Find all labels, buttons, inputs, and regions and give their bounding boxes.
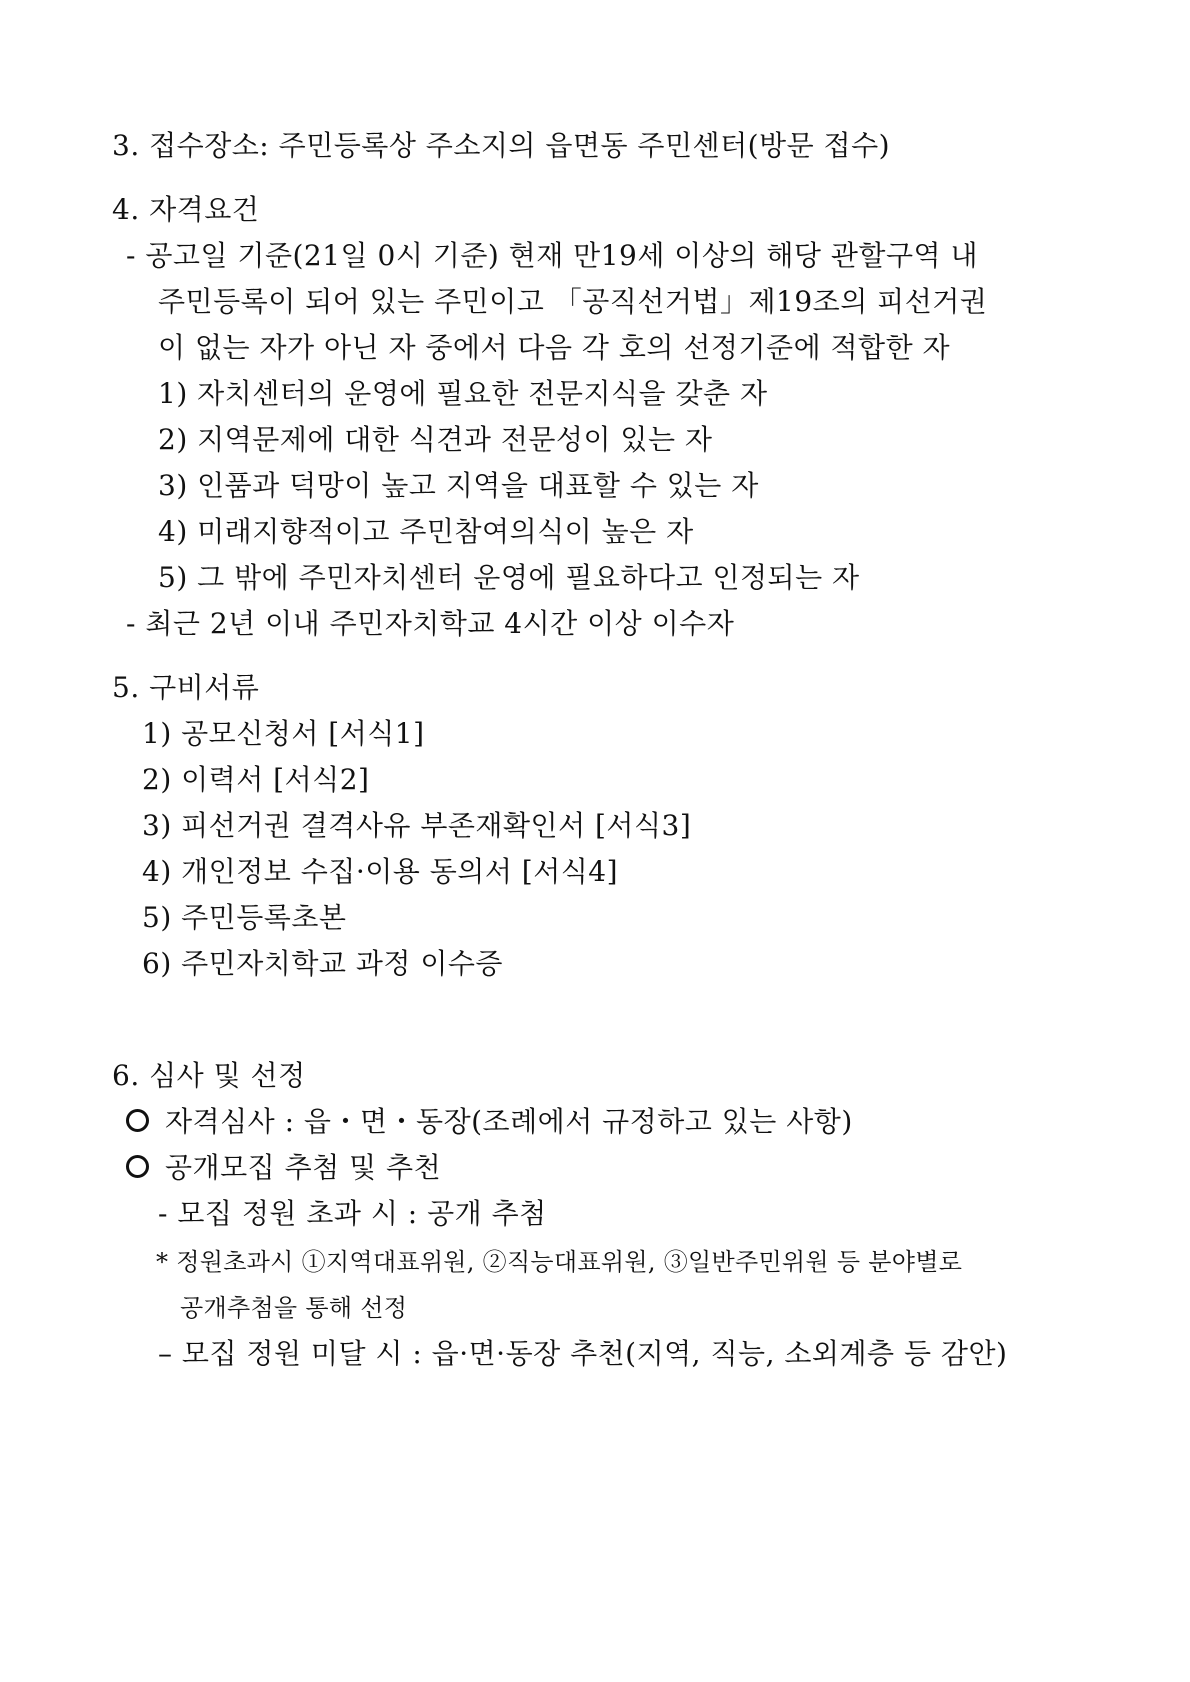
document-item-1: 1) 공모신청서 [서식1] [142, 717, 425, 750]
circle-bullet-icon [126, 1109, 149, 1132]
recruit-bullet-text: 공개모집 추첨 및 추천 [165, 1151, 442, 1184]
section-5-heading: 5. 구비서류 [112, 671, 260, 704]
qualification-intro-line-1: - 공고일 기준(21일 0시 기준) 현재 만19세 이상의 해당 관할구역 내 [126, 239, 978, 272]
qualification-intro-line-2: 주민등록이 되어 있는 주민이고 「공직선거법」제19조의 피선거권 [158, 285, 988, 318]
review-bullet-text: 자격심사 : 읍・면・동장(조례에서 규정하고 있는 사항) [165, 1105, 853, 1138]
criteria-item-2: 2) 지역문제에 대한 식견과 전문성이 있는 자 [158, 423, 713, 456]
section-6-heading: 6. 심사 및 선정 [112, 1059, 306, 1092]
document-item-3: 3) 피선거권 결격사유 부존재확인서 [서식3] [142, 809, 692, 842]
qualification-extra: - 최근 2년 이내 주민자치학교 4시간 이상 이수자 [126, 607, 735, 640]
document-item-5: 5) 주민등록초본 [142, 901, 347, 934]
note-line-1: * 정원초과시 ①지역대표위원, ②직능대표위원, ③일반주민위원 등 분야별로 [156, 1248, 963, 1276]
criteria-item-5: 5) 그 밖에 주민자치센터 운영에 필요하다고 인정되는 자 [158, 561, 860, 594]
circle-bullet-icon [126, 1155, 149, 1178]
over-quota-rule: - 모집 정원 초과 시 : 공개 추첨 [158, 1197, 547, 1230]
document-item-2: 2) 이력서 [서식2] [142, 763, 370, 796]
note-line-2: 공개추첨을 통해 선정 [180, 1294, 408, 1322]
review-bullet [126, 1104, 853, 1140]
section-4-heading: 4. 자격요건 [112, 193, 260, 226]
section-3-heading: 3. 접수장소: 주민등록상 주소지의 읍면동 주민센터(방문 접수) [112, 129, 891, 162]
qualification-intro-line-3: 이 없는 자가 아닌 자 중에서 다음 각 호의 선정기준에 적합한 자 [158, 331, 951, 364]
criteria-item-1: 1) 자치센터의 운영에 필요한 전문지식을 갖춘 자 [158, 377, 768, 410]
criteria-item-3: 3) 인품과 덕망이 높고 지역을 대표할 수 있는 자 [158, 469, 759, 502]
criteria-item-4: 4) 미래지향적이고 주민참여의식이 높은 자 [158, 515, 694, 548]
document-item-4: 4) 개인정보 수집·이용 동의서 [서식4] [142, 855, 619, 888]
recruit-bullet [126, 1150, 441, 1186]
under-quota-rule: – 모집 정원 미달 시 : 읍·면·동장 추천(지역, 직능, 소외계층 등 감안) [158, 1337, 1008, 1370]
document-item-6: 6) 주민자치학교 과정 이수증 [142, 947, 503, 980]
